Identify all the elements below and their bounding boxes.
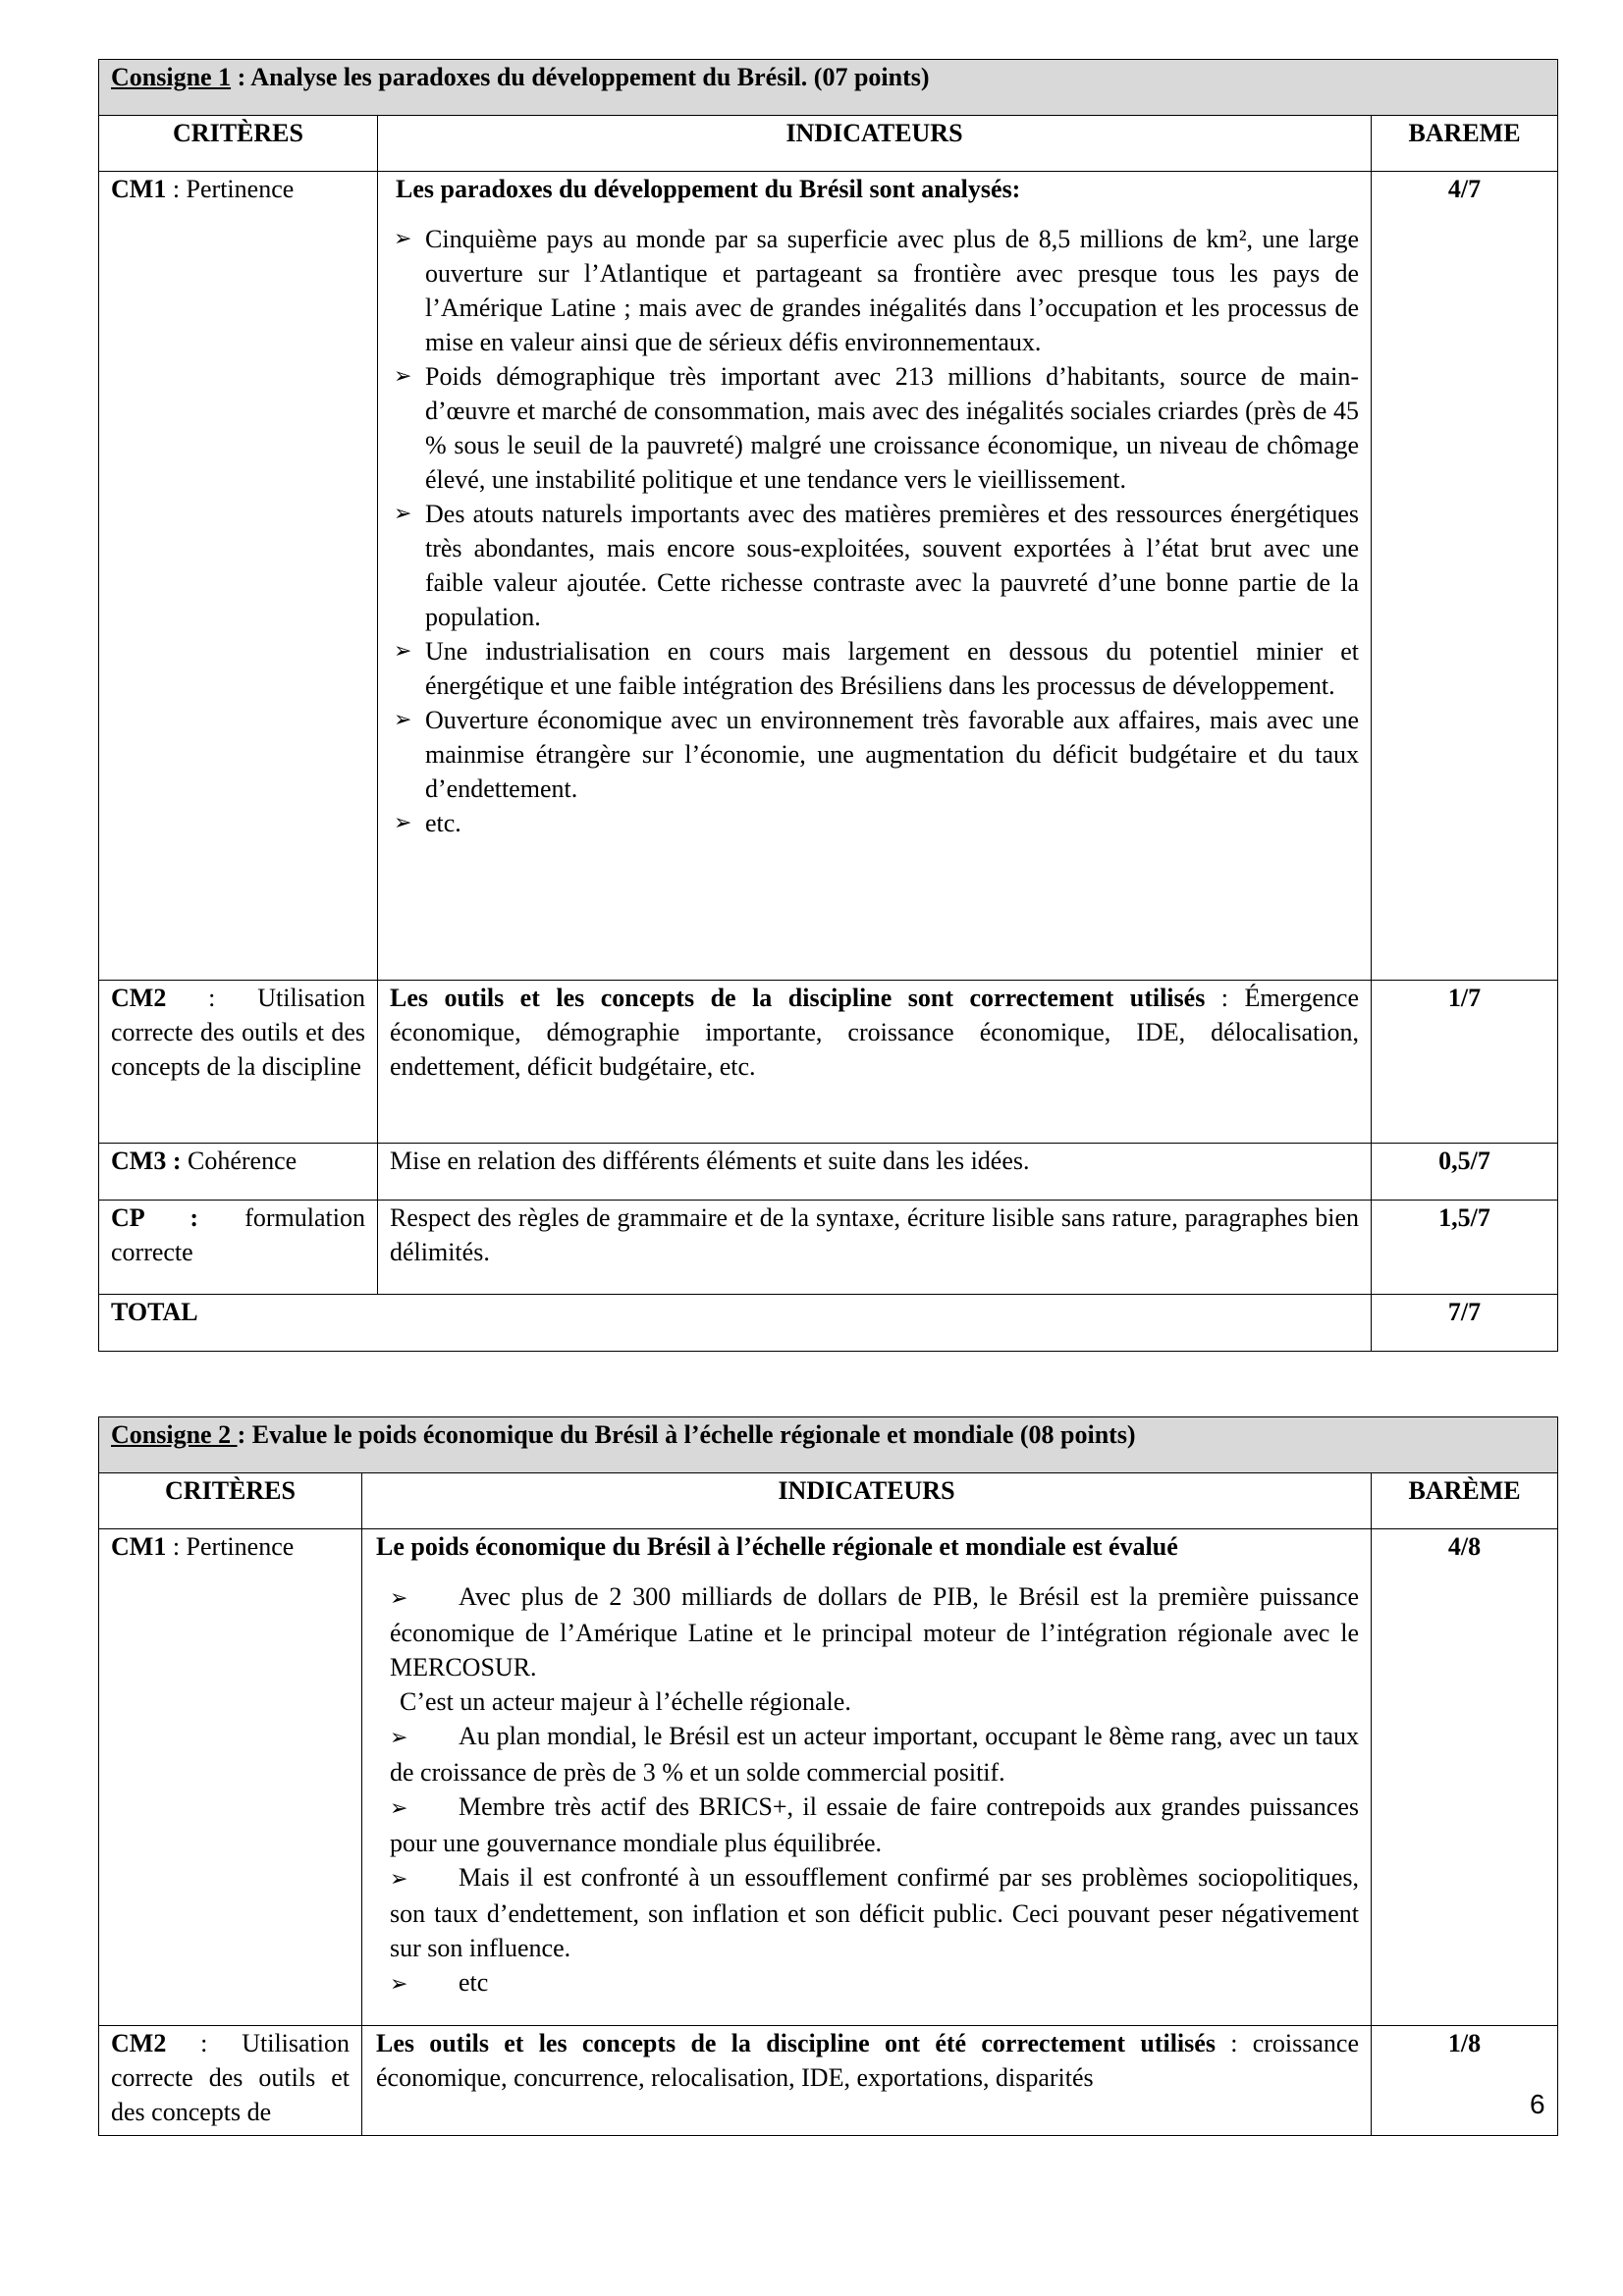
cm2-score: 1/8 [1372, 2026, 1558, 2136]
consigne-2-title [99, 1417, 1558, 1473]
cm3-indicators: Mise en relation des différents éléments et suite dans les idées. [378, 1144, 1372, 1201]
list-item [390, 1719, 1359, 1789]
cm3-criterion [99, 1144, 378, 1201]
header-indicateurs: INDICATEURS [378, 116, 1372, 172]
cm3-score: 0,5/7 [1372, 1144, 1558, 1201]
list-item-text: Mais il est confronté à un essoufflement confirmé par ses problèmes sociopolitiques, son taux d’endettement, son inflation et son déficit public. Ceci pouvant peser négativement sur son influence. [390, 1863, 1359, 1962]
page-number: 6 [1530, 2089, 1545, 2119]
list-item-text: Ouverture économique avec un environnement très favorable aux affaires, mais avec une mainmise étrangère sur l’économie, une augmentation du déficit budgétaire et du taux d’endettement. [425, 706, 1359, 803]
cm1-criterion [99, 172, 378, 981]
arrow-bullet-icon: ➢ [394, 811, 412, 835]
cm2-criterion [99, 2026, 362, 2136]
header-bareme: BAREME [1372, 116, 1558, 172]
arrow-bullet-icon: ➢ [390, 1586, 408, 1611]
cm1-indicators [362, 1529, 1372, 2026]
cm1-score: 4/7 [1372, 172, 1558, 981]
cm1-label: : Pertinence [166, 175, 295, 203]
consigne-1-text: : Analyse les paradoxes du développement du Brésil. (07 points) [231, 63, 930, 91]
arrow-bullet-icon: ➢ [390, 1972, 408, 1997]
cm1-indicator-title: Le poids économique du Brésil à l’échelle régionale et mondiale est évalué [376, 1532, 1178, 1561]
list-item [394, 703, 1359, 806]
cm2-indicators [378, 981, 1372, 1144]
arrow-bullet-icon: ➢ [394, 364, 412, 389]
cm2-code: CM2 [111, 984, 167, 1012]
list-item [390, 1965, 1359, 2002]
cm3-label: Cohérence [181, 1147, 298, 1175]
list-item-text: Une industrialisation en cours mais largement en dessous du potentiel minier et énergétique et une faible intégration des Brésiliens dans les processus de développement. [425, 637, 1359, 700]
arrow-bullet-icon: ➢ [394, 502, 412, 526]
list-item [390, 1579, 1359, 1719]
header-criteres: CRITÈRES [99, 1473, 362, 1529]
total-label: TOTAL [99, 1295, 1372, 1352]
list-item-text: Cinquième pays au monde par sa superficie avec plus de 8,5 millions de km², une large ouverture sur l’Atlantique et partageant sa frontière avec presque tous les pays de l’Amérique Latine ; mais avec de grandes inégalités dans l’occupation et les processus de mise en valeur ainsi que de sérieux défis environnementaux. [425, 225, 1359, 356]
total-score: 7/7 [1372, 1295, 1558, 1352]
cm1-score: 4/8 [1372, 1529, 1558, 2026]
cm2-indicator-title: Les outils et les concepts de la discipline ont été correctement utilisés [376, 2029, 1216, 2057]
consigne-1-title [99, 60, 1558, 116]
arrow-bullet-icon: ➢ [394, 708, 412, 732]
cp-criterion [99, 1201, 378, 1295]
header-bareme: BARÈME [1372, 1473, 1558, 1529]
cm1-code: CM1 [111, 1532, 167, 1561]
consigne-1-table [98, 59, 1558, 1352]
header-criteres: CRITÈRES [99, 116, 378, 172]
consigne-1-label: Consigne 1 [111, 63, 232, 91]
consigne-2-text: : Evalue le poids économique du Brésil à l’échelle régionale et mondiale (08 points) [237, 1420, 1136, 1449]
arrow-bullet-icon: ➢ [390, 1796, 408, 1821]
list-item-text: Au plan mondial, le Brésil est un acteur important, occupant le 8ème rang, avec un taux de croissance de près de 3 % et un solde commercial positif. [390, 1722, 1359, 1787]
list-item [390, 1789, 1359, 1860]
list-item [394, 806, 1359, 840]
list-item-text: Avec plus de 2 300 milliards de dollars de PIB, le Brésil est la première puissance économique de l’Amérique Latine et le principal moteur de l’intégration régionale avec le MERCOSUR. [390, 1582, 1359, 1682]
consigne-2-label: Consigne 2 [111, 1420, 238, 1449]
cp-indicators: Respect des règles de grammaire et de la syntaxe, écriture lisible sans rature, paragraphes bien délimités. [378, 1201, 1372, 1295]
list-item [394, 222, 1359, 359]
arrow-bullet-icon: ➢ [390, 1726, 408, 1750]
list-item [394, 634, 1359, 703]
arrow-bullet-icon: ➢ [394, 639, 412, 664]
list-item-text: Poids démographique très important avec 213 millions d’habitants, source de main-d’œuvre et marché de consommation, mais avec des inégalités sociales criardes (près de 45 % sous le seuil de la pauvreté) malgré une croissance économique, un niveau de chômage élevé, une instabilité politique et une tendance vers le vieillissement. [425, 362, 1359, 494]
cm2-indicators [362, 2026, 1372, 2136]
list-item-note: C’est un acteur majeur à l’échelle régionale. [400, 1687, 851, 1716]
cm1-indicator-list [376, 1579, 1359, 2002]
cm2-indicator-title: Les outils et les concepts de la discipline sont correctement utilisés [390, 984, 1206, 1012]
arrow-bullet-icon: ➢ [394, 227, 412, 251]
cm2-score: 1/7 [1372, 981, 1558, 1144]
list-item-text: etc [459, 1968, 489, 1997]
cm2-criterion [99, 981, 378, 1144]
cm1-label: : Pertinence [166, 1532, 295, 1561]
cp-code: CP : [111, 1203, 199, 1232]
cm1-code: CM1 [111, 175, 167, 203]
arrow-bullet-icon: ➢ [390, 1867, 408, 1892]
cm2-code: CM2 [111, 2029, 167, 2057]
list-item-text: Des atouts naturels importants avec des matières premières et des ressources énergétiques très abondantes, mais encore sous-exploitées, souvent exportées à l’état brut avec une faible valeur ajoutée. Cette richesse contraste avec la pauvreté d’une bonne partie de la population. [425, 500, 1359, 631]
header-indicateurs: INDICATEURS [362, 1473, 1372, 1529]
list-item-text: Membre très actif des BRICS+, il essaie de faire contrepoids aux grandes puissances pour une gouvernance mondiale plus équilibrée. [390, 1792, 1359, 1857]
list-item [394, 497, 1359, 634]
cm2-label: : Utilisation correcte des outils et des concepts de la discipline [111, 984, 365, 1081]
cm2-indicator-text: : Émergence économique, démographie importante, croissance économique, IDE, délocalisation, endettement, déficit budgétaire, etc. [390, 984, 1359, 1081]
cm1-indicator-title: Les paradoxes du développement du Brésil sont analysés: [396, 175, 1021, 203]
list-item [390, 1860, 1359, 1965]
cm1-indicator-list [390, 222, 1359, 840]
cm2-label: : Utilisation correcte des outils et des concepts de [111, 2029, 350, 2126]
cp-score: 1,5/7 [1372, 1201, 1558, 1295]
cm1-criterion [99, 1529, 362, 2026]
cm2-indicator-text: : croissance économique, concurrence, relocalisation, IDE, exportations, disparités [376, 2029, 1359, 2092]
cm1-indicators [378, 172, 1372, 981]
list-item-text: etc. [425, 809, 461, 837]
cm3-code: CM3 : [111, 1147, 182, 1175]
list-item [394, 359, 1359, 497]
consigne-2-table [98, 1416, 1558, 2136]
cp-label: formulation correcte [111, 1203, 365, 1266]
